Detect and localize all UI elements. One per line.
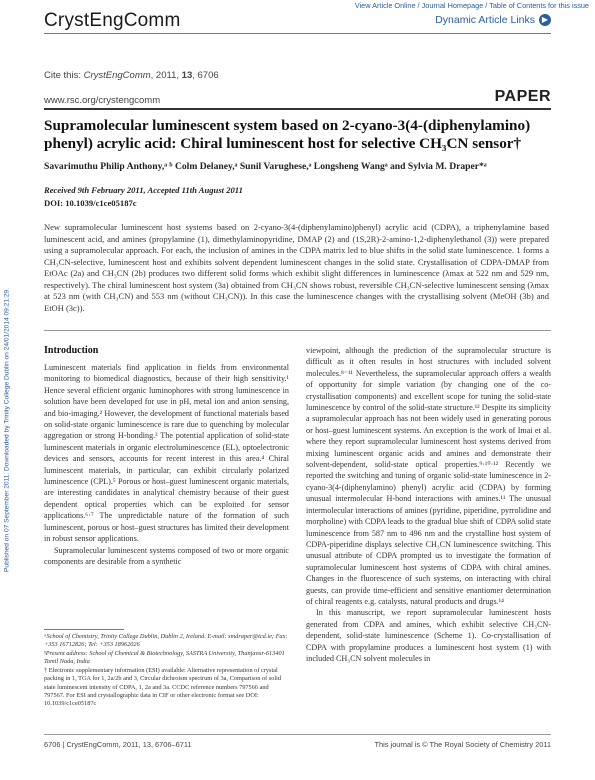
- intro-paragraph-2: Supramolecular luminescent systems composed of two or more organic components are desirable from a synthetic: [44, 545, 289, 566]
- cite-pages: , 6706: [192, 70, 219, 81]
- right-paragraph-1: viewpoint, although the prediction of the supramolecular structure is difficult as it often results in host structures with included solvent molecules.⁸⁻¹¹ Nevertheless, the supramolecular approach offers a wealth of opportunity for simple variation (by changing one of the co-crystallisation components) and excellent scope for tuning the solid-state luminescence by control of the solid-state structure.¹² Despite its simplicity a supramolecular approach has not been widely used in generating porous or host–guest luminescent systems. An exception is the work of Imai et al. where they report supramolecular luminescent host systems derived from mixing luminescent organic acids and amines and demonstrate their solvent-dependent, solid-state optical properties.⁹·¹⁰·¹² Recently we reported the switching and tuning of organic solid-state luminescence in 2-cyano-3(4-(diphenylamino) phenyl) acrylic acid (CDPA) by forming unusual intermolecular H-bond interactions with amines.¹¹ The unusual intermolecular interactions of amines (pyridine, piperidine, pyrrolidine and morpholine) with CDPA leads to the gradual blue shift of CDPA solid state luminescence from 587 nm to 496 nm and the crystalline host system of CDPA-piperidine displays selective CH₃CN luminescence switching. This unusual attribute of CDPA prompted us to investigate the formation of supramolecular luminescent host systems of CDPA with chiral amines. Changes in the fluorescence of such systems, on interacting with chiral guests, can provide time-efficient and sensitive enantiomer determination of chiral reagents e.g. catalysts, natural products and drugs.¹⁴: [306, 346, 551, 606]
- footnotes: [44, 633, 289, 709]
- cite-rest: , 2011,: [150, 70, 182, 81]
- cite-prefix: Cite this:: [44, 70, 84, 81]
- citation-line: [44, 70, 219, 81]
- cite-volume: 13: [181, 70, 193, 81]
- download-side-note-text: Published on 07 September 2011. Downloaded by Trinity College Dublin on 24/01/2014 09:21:29.: [3, 288, 11, 572]
- received-dates: Received 9th February 2011, Accepted 11th August 2011: [44, 185, 243, 195]
- download-side-note: [1, 288, 13, 572]
- cite-journal: CrystEngComm: [83, 70, 151, 81]
- author-list: Savarimuthu Philip Anthony,ᵃ ᵇ Colm Delaney,ᵃ Sunil Varughese,ᵃ Longsheng Wangᵃ and Sylvia M. Draper*ᵃ: [44, 161, 487, 172]
- title-rule: [44, 108, 551, 110]
- play-arrow-icon[interactable]: ▶: [539, 14, 551, 26]
- article-type-label: PAPER: [494, 88, 551, 105]
- left-column: [44, 345, 289, 567]
- journal-title: CrystEngComm: [44, 10, 181, 31]
- intro-paragraph-1: Luminescent materials find application in fields from environmental monitoring to biomedical diagnostics, because of their high sensitivity.¹ Hence several efficient organic luminophores with strong luminescence in solution have been developed for use in pH, metal ion and anion sensing, and bio-imaging.² However, the development of functional materials based on solid-state organic luminescence is rare due to quenching by molecular aggregation or strong H-bonding.³ The potential application of solid-state luminescent materials in organic electroluminescence (EL), optoelectronic devices and sensors, accounts for recent interest in this area.⁴ Chiral luminescent materials, in particular, can exhibit circularly polarized luminescence (CPL).⁵ Porous or host–guest luminescent organic materials, are interesting candidates in analytical chemistry because of their guest dependent optical properties which can be exploited for sensor applications.⁶·⁷ The unpredictable nature of the formation of such luminescent, porous or host–guest structures has limited their development in robust sensor applications.: [44, 363, 289, 544]
- footnote-rule: [44, 629, 124, 630]
- article-doi[interactable]: DOI: 10.1039/c1ce05187c: [44, 198, 137, 208]
- right-paragraph-2: In this manuscript, we report supramolecular luminescent hosts generated from CDPA and amines, which exhibit selective CH₃CN-dependent, solid-state luminescence (Scheme 1). Co-crystallisation of CDPA with propylamine produces a luminescent host system (1) with included CH₃CN solvent molecules in: [306, 608, 551, 663]
- footnote-esi: † Electronic supplementary information (ESI) available: Alternative representation of crystal packing in 1, TGA for 1, 2a/2b and 3, Circular dichroism spectrum of 3a, Comparison of solid state luminescent intensity of CDPA, 1, 2a and 3a. CCDC reference numbers 797566 and 797567. For ESI and crystallographic data in CIF or other electronic format see DOI: 10.1039/c1ce05187c: [44, 667, 282, 707]
- footnote-affiliation-a: ᵃSchool of Chemistry, Trinity College Dublin, Dublin 2, Ireland. E-mail: smdraper@tcd.ie; Fax: +353 16712826; Tel: +353 18962026: [44, 633, 288, 649]
- top-navigation-links[interactable]: View Article Online / Journal Homepage / Table of Contents for this issue: [354, 1, 589, 10]
- journal-url[interactable]: www.rsc.org/crystengcomm: [44, 95, 161, 106]
- dynamic-article-links[interactable]: [435, 14, 551, 26]
- header-rule: [44, 33, 551, 34]
- abstract-rule: [44, 330, 551, 331]
- footer-copyright: This journal is © The Royal Society of Chemistry 2011: [374, 740, 551, 749]
- right-column: [306, 345, 551, 664]
- article-title: Supramolecular luminescent system based on 2-cyano-3(4-(diphenylamino) phenyl) acrylic acid: Chiral luminescent host for selective CH₃CN sensor†: [44, 117, 531, 152]
- abstract-text: New supramolecular luminescent host systems based on 2-cyano-3(4-(diphenylamino)phenyl) acrylic acid (CDPA), a triphenylamine based luminescent acid, and amines (propylamine (1), dimethylaminopyridine, DMAP (2) and (1S,2R)-2-amino-1,2-diphenylethanol (3)) were prepared using a supramolecular approach. For each, the inclusion of amines in the CDPA matrix led to blue shifts in the solid state luminescence. 1 forms a CH₃CN-selective, luminescent host and exhibits solvent dependent luminescent changes in the solid state. Crystallisation of CDPA-DMAP from EtOAc (2a) and CH₃CN (2b) produces two different solid forms which exhibit slight differences in luminescence (λmax at 522 nm and 529 nm, respectively). The chiral luminescent host system (3a) obtained from CH₃CN shows robust, reversible CH₃CN-selective luminescent sensing (λmax at 523 nm (with CH₃CN) and 553 nm (without CH₃CN)). In this case the luminescence changes with the crystallising solvent (MeOH (3b) and EtOH (3c)).: [44, 222, 549, 313]
- footnote-affiliation-b: ᵇPresent address: School of Chemical & Biotechnology, SASTRA University, Thanjavur-613401 Tamil Nadu, India: [44, 650, 285, 666]
- dynamic-article-links-label[interactable]: Dynamic Article Links: [435, 14, 535, 26]
- footer-rule: [44, 734, 551, 735]
- introduction-heading: Introduction: [44, 345, 99, 356]
- footer-citation: 6706 | CrystEngComm, 2011, 13, 6706–6711: [44, 740, 192, 749]
